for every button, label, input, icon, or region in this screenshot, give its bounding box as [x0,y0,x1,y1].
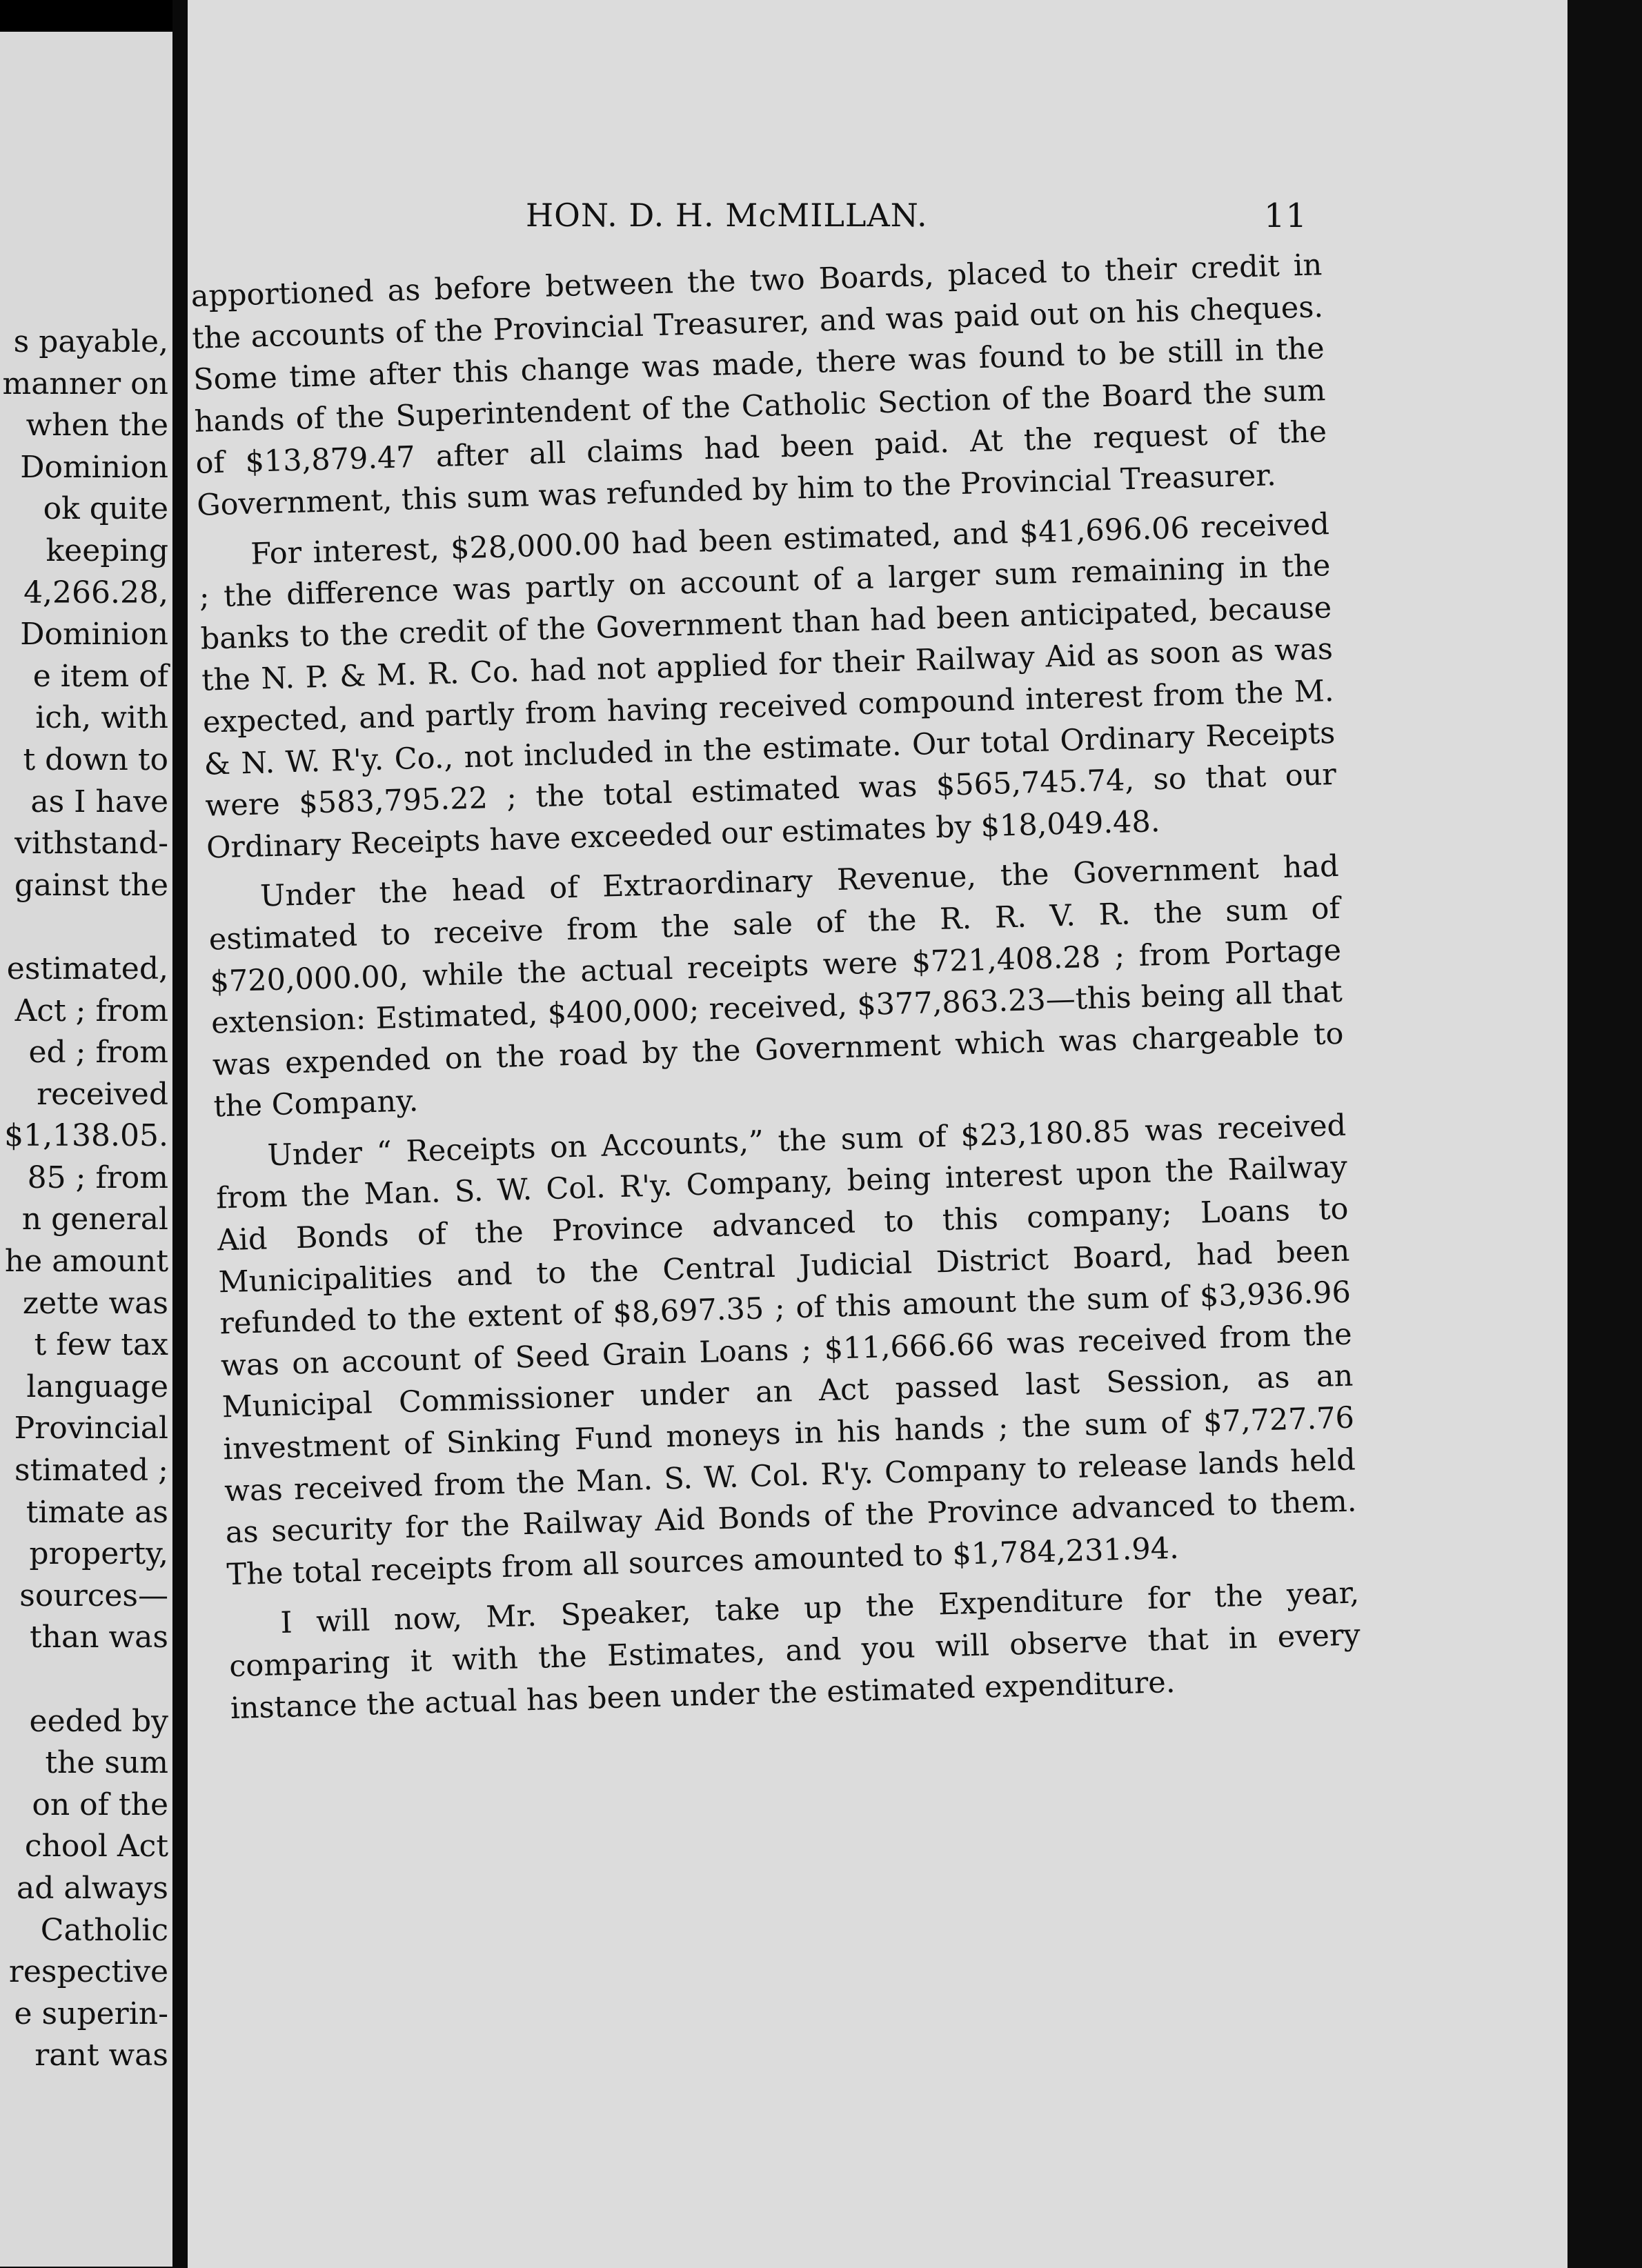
page-number: 11 [1264,197,1308,235]
page-body [190,244,1363,1738]
facing-page-line: 4,266.28, [23,575,168,610]
facing-page-line: eeded by [29,1703,168,1739]
facing-page-line: t down to [23,742,168,777]
paragraph: apportioned as before between the two Boards, placed to their credit in the accounts of the Provincial Treasurer, and was paid out on his cheques. Some time after this change was made, there was found to be still in the hands of the Superintendent of the Catholic Section of the Board the sum of $13,879.47 after all claims had been paid. At the request of the Government, this sum was refunded by him to the Provincial Treasurer. [190,248,1327,523]
paragraph: Under the head of Extraordinary Revenue, the Government had estimated to receive from the sale of the R. R. V. R. the sum of $720,000.00, while the actual receipts were $721,408.28 ; from Portage extension: Estimated, $400,000; received, $377,863.23—this being all that was expended on the road by the Government which was chargeable to the Company. [208,849,1345,1124]
facing-page-line: s payable, [13,324,168,359]
facing-page-line: 85 ; from [27,1160,168,1195]
facing-page-gap [0,906,168,948]
facing-page-line: $1,138.05. [4,1118,168,1154]
facing-page-line: vithstand- [14,826,168,862]
scan-border [1567,0,1642,2268]
book-gutter [172,0,188,2268]
facing-page-line: Provincial [14,1411,168,1446]
facing-page-line: n general [21,1202,168,1237]
facing-page-line: estimated, [6,951,168,986]
book-page [188,0,1567,2268]
running-title: HON. D. H. McMILLAN. [526,197,928,234]
facing-page-line: property, [29,1536,168,1572]
facing-page-line: Dominion [20,449,168,485]
facing-page-line: stimated ; [14,1453,168,1489]
facing-page-line: manner on [2,366,168,401]
paragraph: For interest, $28,000.00 had been estimated, and $41,696.06 received ; the difference was partly on account of a larger sum remaining in the banks to the credit of the Government than had been anticipated, because the N. P. & M. R. Co. had not applied for their Railway Aid as soon as was expected, and partly from having received compound interest from the M. & N. W. R'y. Co., not included in the estimate. Our total Ordinary Receipts were $583,795.22 ; the total estimated was $565,745.74, so that our Ordinary Receipts have exceeded our estimates by $18,049.48. [199,506,1337,866]
facing-page-line: when the [26,408,168,444]
facing-page-line: Act ; from [14,993,168,1028]
facing-page-line: he amount [4,1244,168,1280]
facing-page-left [0,32,172,2267]
facing-page-line: the sum [45,1745,168,1781]
facing-page-line: Catholic [40,1912,168,1948]
facing-page-line: than was [29,1620,168,1655]
facing-page-line: received [37,1076,168,1112]
facing-page-line: chool Act [24,1829,168,1864]
facing-page-line: e item of [32,658,168,694]
facing-page-line: as I have [30,784,168,819]
facing-page-line: Dominion [20,617,168,653]
facing-page-line: e superin- [14,1996,168,2031]
paragraph: Under “ Receipts on Accounts,” the sum of $23,180.85 was received from the Man. S. W. Col. R'y. Company, being interest upon the Railway Aid Bonds of the Province advanced to this company; Loans to Municipalities and to the Central Judicial District Board, had been refunded to the extent of $8,697.35 ; of this amount the sum of $3,936.96 was on account of Seed Grain Loans ; $11,666.66 was received from the Municipal Commissioner under an Act passed last Session, as an investment of Sinking Fund moneys in his hands ; the sum of $7,727.76 was received from the Man. S. W. Col. R'y. Company to release lands held as security for the Railway Aid Bonds of the Province advanced to them. The total receipts from all sources amounted to $1,784,231.94. [215,1108,1357,1593]
facing-page-line: rant was [34,2038,168,2073]
facing-page-line: ed ; from [28,1035,168,1071]
paragraph: I will now, Mr. Speaker, take up the Expenditure for the year, comparing it with the Estimates, and you will observe that in every instance the actual has been under the estimated expenditure. [228,1575,1361,1726]
facing-page-line: ok quite [43,491,168,527]
facing-page-line: t few tax [34,1327,168,1363]
facing-page-line: zette was [22,1285,168,1321]
facing-page-line: timate as [26,1494,168,1530]
facing-page-line: ad always [16,1870,168,1906]
facing-page-gap [0,1659,168,1701]
facing-page-text [0,321,168,2077]
facing-page-line: respective [8,1954,168,1990]
facing-page-line: on of the [32,1787,168,1822]
facing-page-line: keeping [46,533,168,568]
facing-page-line: ich, with [35,700,168,736]
facing-page-line: gainst the [14,867,168,903]
facing-page-line: sources— [19,1578,168,1613]
facing-page-line: language [26,1369,168,1404]
